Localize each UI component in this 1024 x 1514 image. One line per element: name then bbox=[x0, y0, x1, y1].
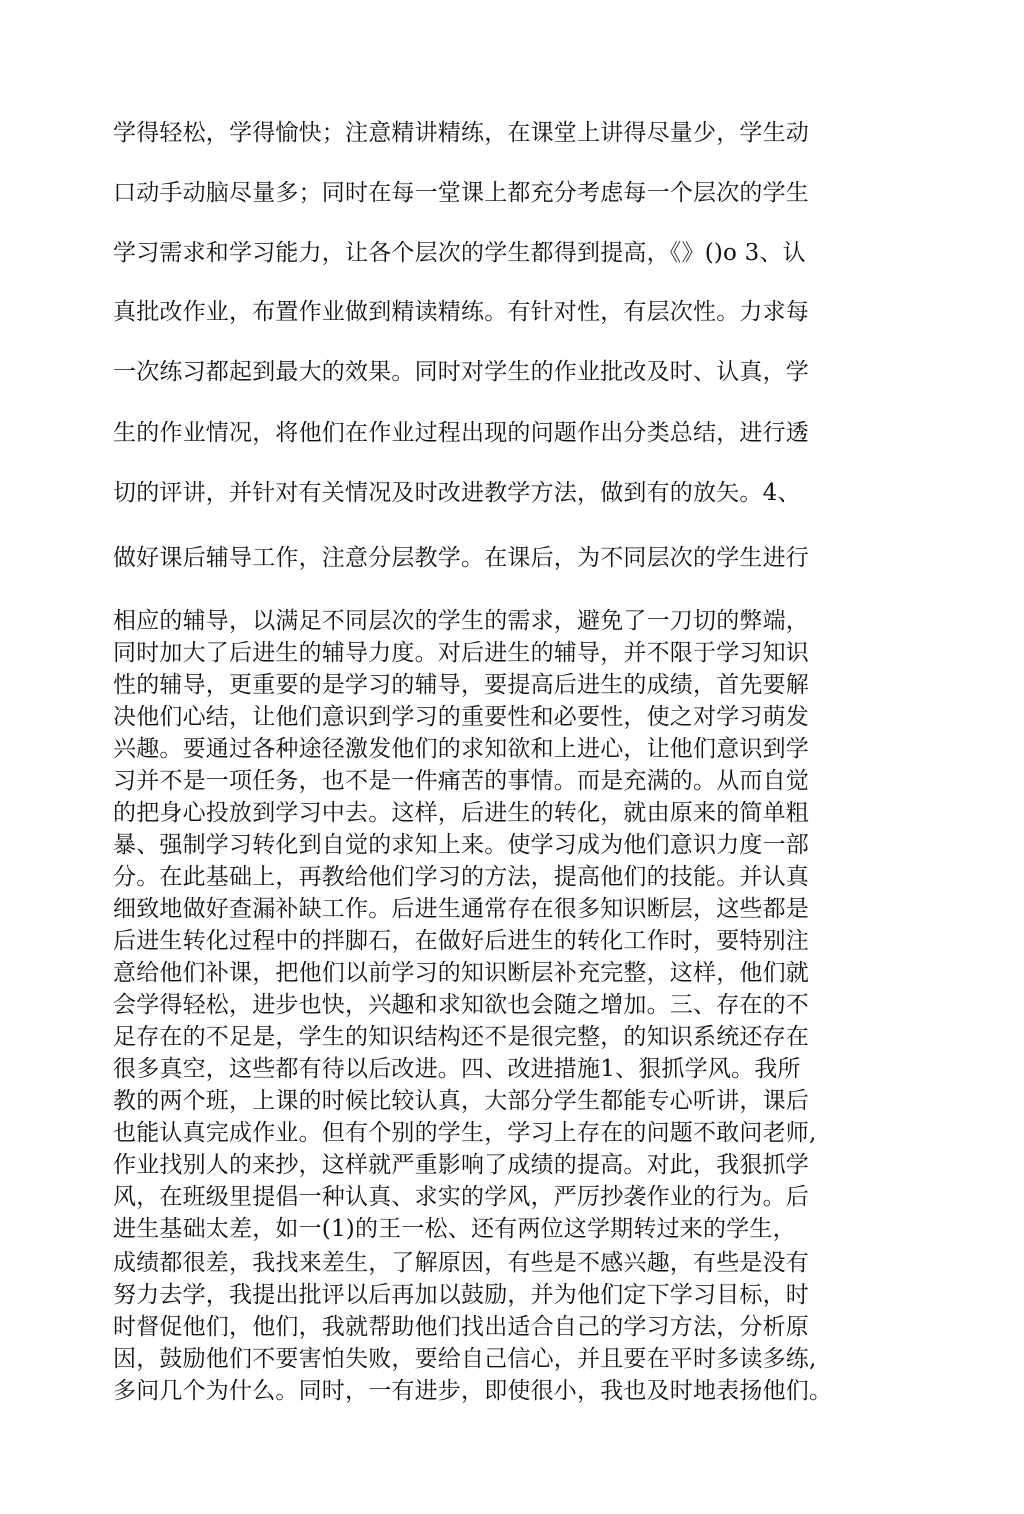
text-line: 风，在班级里提倡一种认真、求实的学风，严厉抄袭作业的行为。后 bbox=[113, 1184, 809, 1210]
text-line: 一次练习都起到最大的效果。同时对学生的作业批改及时、认真，学 bbox=[113, 359, 809, 385]
text-line: 因，鼓励他们不要害怕失败，要给自己信心，并且要在平时多读多练, bbox=[113, 1346, 817, 1372]
text-line: 真批改作业，布置作业做到精读精练。有针对性，有层次性。力求每 bbox=[113, 299, 809, 325]
text-line: 兴趣。要通过各种途径激发他们的求知欲和上进心，让他们意识到学 bbox=[113, 736, 809, 762]
text-line: 相应的辅导，以满足不同层次的学生的需求，避免了一刀切的弊端， bbox=[113, 608, 809, 634]
text-line: 进生基础太差，如一(1)的王一松、还有两位这学期转过来的学生， bbox=[113, 1216, 796, 1242]
text-line: 学得轻松，学得愉快；注意精讲精练，在课堂上讲得尽量少，学生动 bbox=[113, 120, 809, 146]
text-line: 同时加大了后进生的辅导力度。对后进生的辅导，并不限于学习知识 bbox=[113, 640, 809, 666]
text-line: 成绩都很差，我找来差生，了解原因，有些是不感兴趣，有些是没有 bbox=[113, 1250, 809, 1276]
text-line: 性的辅导，更重要的是学习的辅导，要提高后进生的成绩，首先要解 bbox=[113, 672, 809, 698]
text-line: 教的两个班，上课的时候比较认真，大部分学生都能专心听讲，课后 bbox=[113, 1088, 809, 1114]
text-line: 生的作业情况，将他们在作业过程出现的问题作出分类总结，进行透 bbox=[113, 420, 809, 446]
text-line: 后进生转化过程中的拌脚石，在做好后进生的转化工作时，要特别注 bbox=[113, 928, 809, 954]
text-line: 时督促他们，他们，我就帮助他们找出适合自己的学习方法，分析原 bbox=[113, 1314, 809, 1340]
text-line: 决他们心结，让他们意识到学习的重要性和必要性，使之对学习萌发 bbox=[113, 704, 809, 730]
text-line: 切的评讲，并针对有关情况及时改进教学方法，做到有的放矢。4、 bbox=[113, 480, 801, 506]
text-line: 也能认真完成作业。但有个别的学生，学习上存在的问题不敢问老师, bbox=[113, 1120, 817, 1146]
text-line: 很多真空，这些都有待以后改进。四、改进措施1、狠抓学风。我所 bbox=[113, 1056, 801, 1082]
text-line: 暴、强制学习转化到自觉的求知上来。使学习成为他们意识力度一部 bbox=[113, 832, 809, 858]
text-line: 足存在的不足是，学生的知识结构还不是很完整，的知识系统还存在 bbox=[113, 1024, 809, 1050]
text-line: 意给他们补课，把他们以前学习的知识断层补充完整，这样，他们就 bbox=[113, 960, 809, 986]
text-line: 习并不是一项任务，也不是一件痛苦的事情。而是充满的。从而自觉 bbox=[113, 768, 809, 794]
text-line: 分。在此基础上，再教给他们学习的方法，提高他们的技能。并认真 bbox=[113, 864, 809, 890]
text-line: 做好课后辅导工作，注意分层教学。在课后，为不同层次的学生进行 bbox=[113, 545, 809, 571]
text-line: 会学得轻松，进步也快，兴趣和求知欲也会随之增加。三、存在的不 bbox=[113, 992, 809, 1018]
text-line: 努力去学，我提出批评以后再加以鼓励，并为他们定下学习目标，时 bbox=[113, 1282, 809, 1308]
text-line: 作业找别人的来抄，这样就严重影响了成绩的提高。对此，我狠抓学 bbox=[113, 1152, 809, 1178]
text-line: 的把身心投放到学习中去。这样，后进生的转化，就由原来的简单粗 bbox=[113, 800, 809, 826]
text-line: 细致地做好查漏补缺工作。后进生通常存在很多知识断层，这些都是 bbox=[113, 896, 809, 922]
text-line: 口动手动脑尽量多；同时在每一堂课上都充分考虑每一个层次的学生 bbox=[113, 180, 809, 206]
text-line: 多问几个为什么。同时，一有进步，即使很小，我也及时地表扬他们。 bbox=[113, 1378, 833, 1404]
text-line: 学习需求和学习能力，让各个层次的学生都得到提高，《》()o 3、认 bbox=[113, 240, 806, 266]
